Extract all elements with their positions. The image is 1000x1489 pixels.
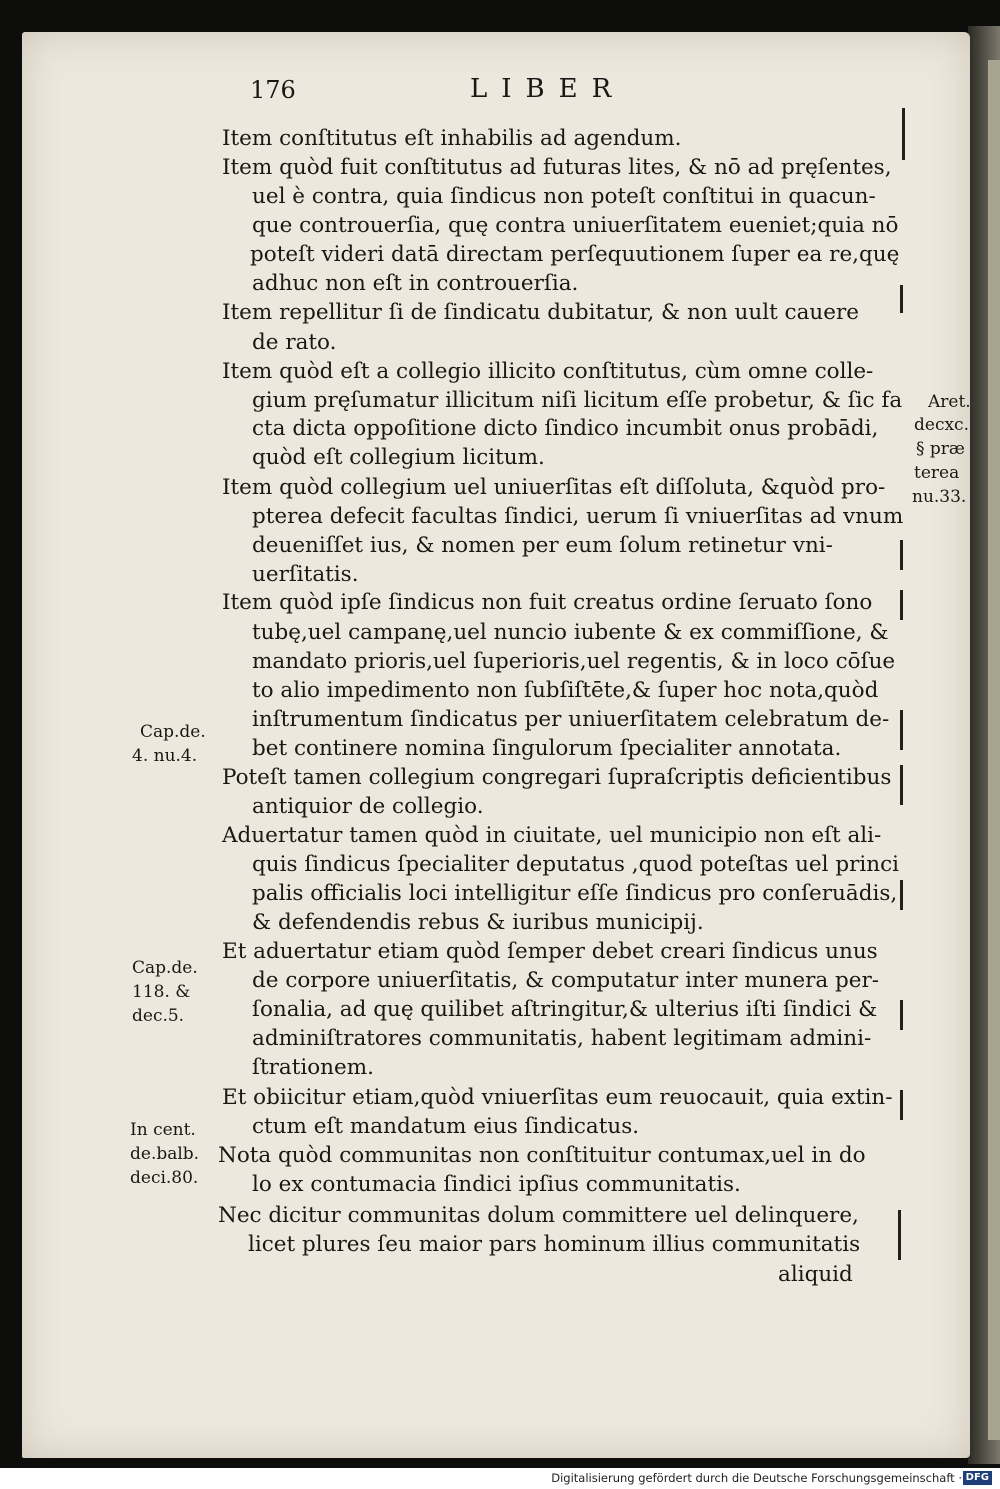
bleed-through-mark: [900, 710, 903, 750]
text-line: de corpore uniuerſitatis, & computatur inter munera per-: [252, 968, 880, 993]
running-head: LIBER: [470, 74, 626, 104]
text-line: Et aduertatur etiam quòd ſemper debet creari ſindicus unus: [222, 939, 878, 964]
text-line: ſonalia, ad quę quilibet aſtringitur,& ulterius iſti ſindici &: [252, 997, 878, 1022]
margin-note-line: decxc.: [914, 415, 969, 435]
text-line: Et obiicitur etiam,quòd vniuerſitas eum reuocauit, quia extin-: [222, 1085, 893, 1110]
text-line: uerſitatis.: [252, 562, 359, 587]
text-line: Item quòd fuit conſtitutus ad futuras lites, & nō ad pręſentes,: [222, 155, 892, 180]
text-line: licet plures ſeu maior pars hominum illius communitatis: [248, 1232, 861, 1257]
margin-note-line: Cap.de.: [140, 722, 206, 742]
text-line: gium pręſumatur illicitum niſi licitum eſſe probetur, & ſic fa: [252, 388, 903, 413]
margin-note-line: In cent.: [130, 1120, 196, 1140]
text-line: poteſt videri datā directam perſequutionem ſuper ea re,quę: [250, 242, 900, 267]
margin-note-line: 118. &: [132, 982, 191, 1002]
text-line: pterea defecit facultas ſindici, uerum ſi vniuerſitas ad vnum: [252, 504, 904, 529]
text-line: Item repellitur ſi de ſindicatu dubitatur, & non uult cauere: [222, 300, 859, 325]
text-line: de rato.: [252, 330, 337, 355]
text-line: palis officialis loci intelligitur eſſe ſindicus pro conſeruādis,: [252, 881, 898, 906]
bleed-through-mark: [900, 765, 903, 805]
text-line: que controuerſia, quę contra uniuerſitatem eueniet;quia nō: [252, 213, 899, 238]
bleed-through-mark: [900, 880, 903, 910]
dfg-logo: DFG: [963, 1471, 992, 1485]
text-line: ſtrationem.: [252, 1055, 374, 1080]
text-line: mandato prioris,uel ſuperioris,uel regentis, & in loco cōſue: [252, 649, 896, 674]
margin-note-line: deci.80.: [130, 1168, 199, 1188]
catchword: aliquid: [778, 1262, 853, 1287]
text-line: adminiſtratores communitatis, habent legitimam admini-: [252, 1026, 872, 1051]
page-number: 176: [250, 76, 296, 104]
margin-note-line: § præ: [916, 439, 965, 459]
bleed-through-mark: [900, 540, 903, 570]
text-line: ctum eſt mandatum eius ſindicatus.: [252, 1114, 640, 1139]
text-line: Nota quòd communitas non conſtituitur contumax,uel in do: [218, 1143, 866, 1168]
text-line: antiquior de collegio.: [252, 794, 484, 819]
text-line: deueniſſet ius, & nomen per eum ſolum retinetur vni-: [252, 533, 833, 558]
margin-note-line: de.balb.: [130, 1144, 200, 1164]
text-line: & defendendis rebus & iuribus municipij.: [252, 910, 704, 935]
text-line: Nec dicitur communitas dolum committere uel delinquere,: [218, 1203, 859, 1228]
margin-note-line: terea: [914, 463, 960, 483]
text-line: Item quòd ipſe ſindicus non fuit creatus ordine ſeruato ſono: [222, 590, 873, 615]
text-line: adhuc non eſt in controuerſia.: [252, 271, 579, 296]
text-line: Poteſt tamen collegium congregari ſupraſcriptis deficientibus: [222, 765, 892, 790]
text-line: cta dicta oppoſitione dicto ſindico incumbit onus probādi,: [252, 416, 879, 441]
text-line: inſtrumentum ſindicatus per uniuerſitatem celebratum de-: [252, 707, 890, 732]
text-line: Item quòd collegium uel uniuerſitas eſt diſſoluta, &quòd pro-: [222, 475, 886, 500]
digitization-credit: Digitalisierung gefördert durch die Deutsche Forschungsgemeinschaft ·: [551, 1471, 962, 1485]
margin-note-line: dec.5.: [132, 1006, 185, 1026]
text-line: lo ex contumacia ſindici ipſius communitatis.: [252, 1172, 741, 1197]
bleed-through-mark: [900, 285, 903, 313]
text-line: to alio impedimento non ſubſiſtēte,& ſuper hoc nota,quòd: [252, 678, 879, 703]
text-line: Item quòd eſt a collegio illicito conſtitutus, cùm omne colle-: [222, 359, 874, 384]
text-line: Aduertatur tamen quòd in ciuitate, uel municipio non eſt ali-: [222, 823, 882, 848]
text-line: bet continere nomina ſingulorum ſpecialiter annotata.: [252, 736, 842, 761]
text-line: Item conſtitutus eſt inhabilis ad agendum.: [222, 126, 682, 151]
text-line: uel è contra, quia ſindicus non poteſt conſtitui in quacun-: [252, 184, 876, 209]
text-line: quis ſindicus ſpecialiter deputatus ,quod poteſtas uel princi: [252, 852, 900, 877]
bleed-through-mark: [900, 590, 903, 620]
bleed-through-mark: [900, 1000, 903, 1030]
bleed-through-mark: [902, 108, 905, 160]
text-line: tubę,uel campanę,uel nuncio iubente & ex commiſſione, &: [252, 620, 889, 645]
margin-note-line: Cap.de.: [132, 958, 198, 978]
adjacent-page-sliver: [988, 60, 1000, 1440]
margin-note-line: Aret.: [928, 392, 971, 412]
margin-note-line: nu.33.: [912, 487, 967, 507]
text-line: quòd eſt collegium licitum.: [252, 445, 545, 470]
bleed-through-mark: [898, 1210, 901, 1260]
margin-note-line: 4. nu.4.: [132, 746, 198, 766]
bleed-through-mark: [900, 1090, 903, 1120]
